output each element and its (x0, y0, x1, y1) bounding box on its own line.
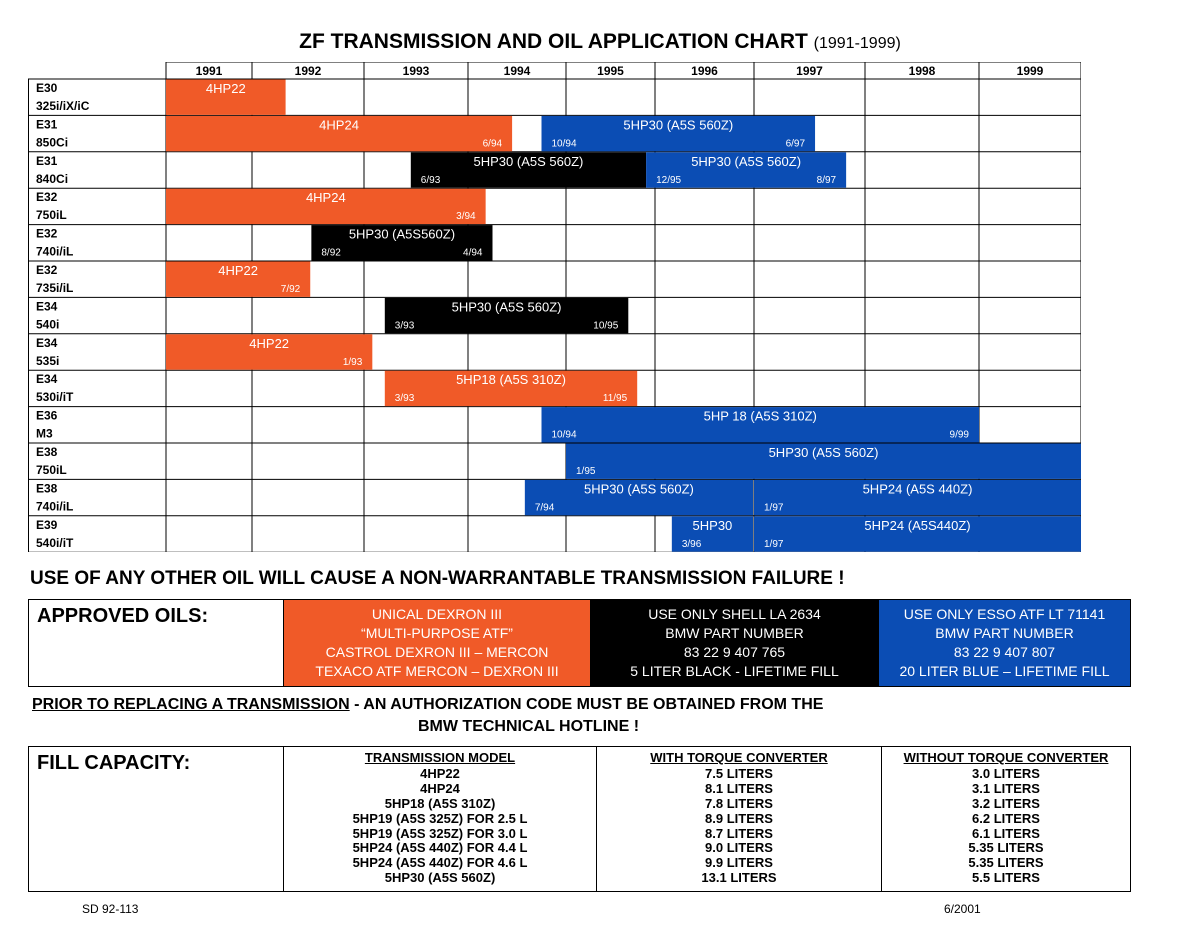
year-header: 1991 (195, 64, 223, 78)
fill-with-row: 7.8 LITERS (705, 795, 773, 811)
bar-label: 5HP30 (692, 517, 733, 533)
row-model-label: 740i/iL (36, 244, 74, 259)
bar-end-date: 6/94 (482, 138, 503, 150)
oil-line: 5 LITER BLACK - LIFETIME FILL (630, 663, 839, 679)
fill-col-with (597, 747, 882, 892)
fill-with-row: 13.1 LITERS (701, 870, 777, 886)
row-model-label: 540i (36, 317, 60, 332)
bar-end-date: 1/93 (342, 356, 363, 368)
bar-start-date: 3/93 (394, 393, 415, 405)
fill-with-row: 7.5 LITERS (705, 765, 773, 781)
bar-start-date: 12/95 (656, 174, 682, 186)
document-code: SD 92-113 (82, 902, 139, 916)
oil-line: 83 22 9 407 765 (683, 644, 786, 660)
row-chassis-label: E32 (36, 226, 58, 241)
oil-option-blue (879, 600, 1131, 687)
row-chassis-label: E34 (36, 335, 58, 350)
bar-label: 5HP24 (A5S 440Z) (862, 481, 973, 497)
bar-start-date: 1/97 (764, 502, 784, 514)
oil-line: USE ONLY SHELL LA 2634 (648, 606, 821, 622)
bar-label: 4HP22 (205, 81, 246, 96)
row-chassis-label: E34 (36, 299, 58, 314)
bar-label: 4HP22 (218, 263, 258, 278)
fill-header-model: TRANSMISSION MODEL (364, 750, 516, 765)
bar-start-date: 10/94 (551, 429, 577, 441)
row-chassis-label: E38 (36, 445, 58, 459)
fill-model-row: 5HP18 (A5S 310Z) (384, 795, 496, 811)
fill-without-row: 6.1 LITERS (972, 825, 1040, 841)
fill-without-row: 6.2 LITERS (972, 810, 1040, 826)
year-header: 1992 (294, 64, 322, 78)
oil-line: BMW PART NUMBER (935, 625, 1074, 641)
fill-model-row: 5HP30 (A5S 560Z) (384, 870, 496, 886)
year-header: 1997 (796, 64, 823, 78)
bar-end-date: 11/95 (602, 393, 628, 405)
bar-label: 5HP30 (A5S 560Z) (768, 445, 879, 460)
year-header: 1999 (1016, 64, 1044, 78)
bar-start-date: 3/96 (681, 538, 702, 550)
notice-part1: PRIOR TO REPLACING A TRANSMISSION (32, 696, 350, 713)
bar-start-date: 1/97 (764, 538, 784, 550)
bar-start-date: 10/94 (551, 138, 577, 150)
row-model-label: 750iL (36, 463, 67, 477)
bar-start-date: 1/95 (576, 466, 596, 477)
fill-model-list (285, 767, 595, 886)
fill-without-row: 5.35 LITERS (968, 840, 1044, 856)
bar-end-date: 7/92 (280, 284, 301, 295)
fill-capacity-label: FILL CAPACITY: (29, 747, 284, 892)
notice-part3: BMW TECHNICAL HOTLINE ! (418, 718, 640, 735)
row-chassis-label: E31 (36, 153, 58, 168)
bar-label: 5HP 18 (A5S 310Z) (703, 408, 817, 424)
fill-model-row: 4HP22 (420, 765, 460, 781)
fill-without-row: 3.0 LITERS (972, 765, 1040, 781)
bar-start-date: 6/93 (420, 174, 441, 186)
authorization-notice (32, 694, 823, 738)
fill-with-row: 8.9 LITERS (705, 810, 773, 826)
row-model-label: 740i/iL (36, 499, 74, 514)
bar-end-date: 6/97 (785, 138, 806, 150)
fill-col-model (284, 747, 597, 892)
row-model-label: 530i/iT (36, 390, 74, 405)
year-header: 1993 (402, 64, 430, 78)
row-model-label: M3 (36, 426, 53, 441)
bar-label: 5HP30 (A5S 560Z) (623, 117, 734, 133)
row-model-label: 750iL (36, 208, 67, 223)
fill-model-row: 5HP19 (A5S 325Z) FOR 2.5 L (352, 810, 528, 826)
oil-line: TEXACO ATF MERCON – DEXRON III (315, 663, 559, 679)
page-title (0, 30, 1200, 54)
fill-col-without (882, 747, 1131, 892)
row-model-label: 540i/iT (36, 535, 74, 550)
bar-start-date: 3/93 (394, 320, 415, 332)
bar-label: 4HP24 (319, 117, 359, 133)
oil-line: UNICAL DEXRON III (371, 606, 503, 622)
fill-without-row: 5.35 LITERS (968, 855, 1044, 871)
year-header: 1998 (908, 64, 936, 78)
bar-label: 5HP30 (A5S 560Z) (451, 299, 562, 315)
fill-header-without: WITHOUT TORQUE CONVERTER (903, 750, 1109, 765)
row-model-label: 850Ci (36, 135, 69, 150)
fill-without-list (883, 767, 1129, 886)
fill-with-list (598, 767, 880, 886)
fill-model-row: 5HP24 (A5S 440Z) FOR 4.4 L (352, 840, 528, 856)
year-header: 1995 (597, 64, 624, 78)
bar-end-date: 9/99 (949, 429, 969, 441)
row-chassis-label: E34 (36, 372, 58, 387)
fill-with-row: 8.1 LITERS (705, 780, 773, 796)
bar-label: 5HP24 (A5S440Z) (864, 517, 971, 533)
bar-end-date: 3/94 (456, 211, 476, 223)
row-model-label: 840Ci (36, 171, 69, 186)
fill-without-row: 3.1 LITERS (972, 780, 1040, 796)
bar-end-date: 10/95 (593, 320, 619, 332)
row-chassis-label: E39 (36, 517, 58, 532)
notice-part2: - AN AUTHORIZATION CODE MUST BE OBTAINED FROM THE (354, 696, 824, 713)
bar-end-date: 8/97 (816, 174, 837, 186)
fill-with-row: 8.7 LITERS (705, 825, 773, 841)
row-chassis-label: E30 (36, 81, 58, 95)
year-header: 1996 (691, 64, 718, 78)
oil-line: CASTROL DEXRON III – MERCON (325, 644, 549, 660)
bar-end-date: 4/94 (463, 247, 483, 259)
oil-line: 83 22 9 407 807 (953, 644, 1056, 660)
oil-option-orange (284, 600, 591, 687)
fill-without-row: 3.2 LITERS (972, 795, 1040, 811)
chart-svg (28, 62, 1081, 552)
fill-model-row: 4HP24 (420, 780, 460, 796)
oil-line: BMW PART NUMBER (665, 625, 804, 641)
row-model-label: 735i/iL (36, 281, 74, 295)
oil-option-black (591, 600, 879, 687)
row-chassis-label: E36 (36, 408, 58, 423)
bar-label: 4HP22 (249, 335, 290, 351)
title-main: ZF TRANSMISSION AND OIL APPLICATION CHART (299, 30, 808, 53)
fill-without-row: 5.5 LITERS (972, 870, 1040, 886)
fill-header-with: WITH TORQUE CONVERTER (650, 750, 828, 765)
bar-label: 5HP30 (A5S 560Z) (473, 153, 584, 169)
row-chassis-label: E38 (36, 481, 58, 496)
row-chassis-label: E32 (36, 263, 58, 277)
row-chassis-label: E31 (36, 117, 58, 132)
fill-with-row: 9.9 LITERS (705, 855, 773, 871)
year-header: 1994 (503, 64, 531, 78)
fill-capacity-table (28, 746, 1131, 892)
bar-start-date: 7/94 (534, 502, 555, 514)
row-chassis-label: E32 (36, 190, 58, 205)
bar-label: 5HP30 (A5S560Z) (348, 226, 456, 242)
fill-model-row: 5HP19 (A5S 325Z) FOR 3.0 L (352, 825, 528, 841)
bar-label: 5HP18 (A5S 310Z) (456, 372, 566, 388)
oil-line: USE ONLY ESSO ATF LT 71141 (903, 606, 1106, 622)
oil-line: “MULTI-PURPOSE ATF” (361, 625, 513, 641)
oil-line: 20 LITER BLUE – LIFETIME FILL (899, 663, 1110, 679)
oil-warning: USE OF ANY OTHER OIL WILL CAUSE A NON-WARRANTABLE TRANSMISSION FAILURE ! (30, 568, 845, 589)
bar-label: 5HP30 (A5S 560Z) (584, 481, 694, 497)
row-model-label: 325i/iX/iC (36, 99, 90, 113)
transmission-application-chart (28, 62, 1081, 552)
fill-with-row: 9.0 LITERS (705, 840, 773, 856)
approved-oils-label: APPROVED OILS: (29, 600, 284, 687)
document-date: 6/2001 (944, 902, 981, 916)
fill-model-row: 5HP24 (A5S 440Z) FOR 4.6 L (352, 855, 528, 871)
approved-oils-table (28, 599, 1131, 687)
bar-label: 4HP24 (305, 190, 346, 206)
row-model-label: 535i (36, 353, 60, 368)
bar-label: 5HP30 (A5S 560Z) (691, 153, 802, 169)
title-sub: (1991-1999) (813, 35, 901, 52)
bar-start-date: 8/92 (321, 247, 341, 259)
